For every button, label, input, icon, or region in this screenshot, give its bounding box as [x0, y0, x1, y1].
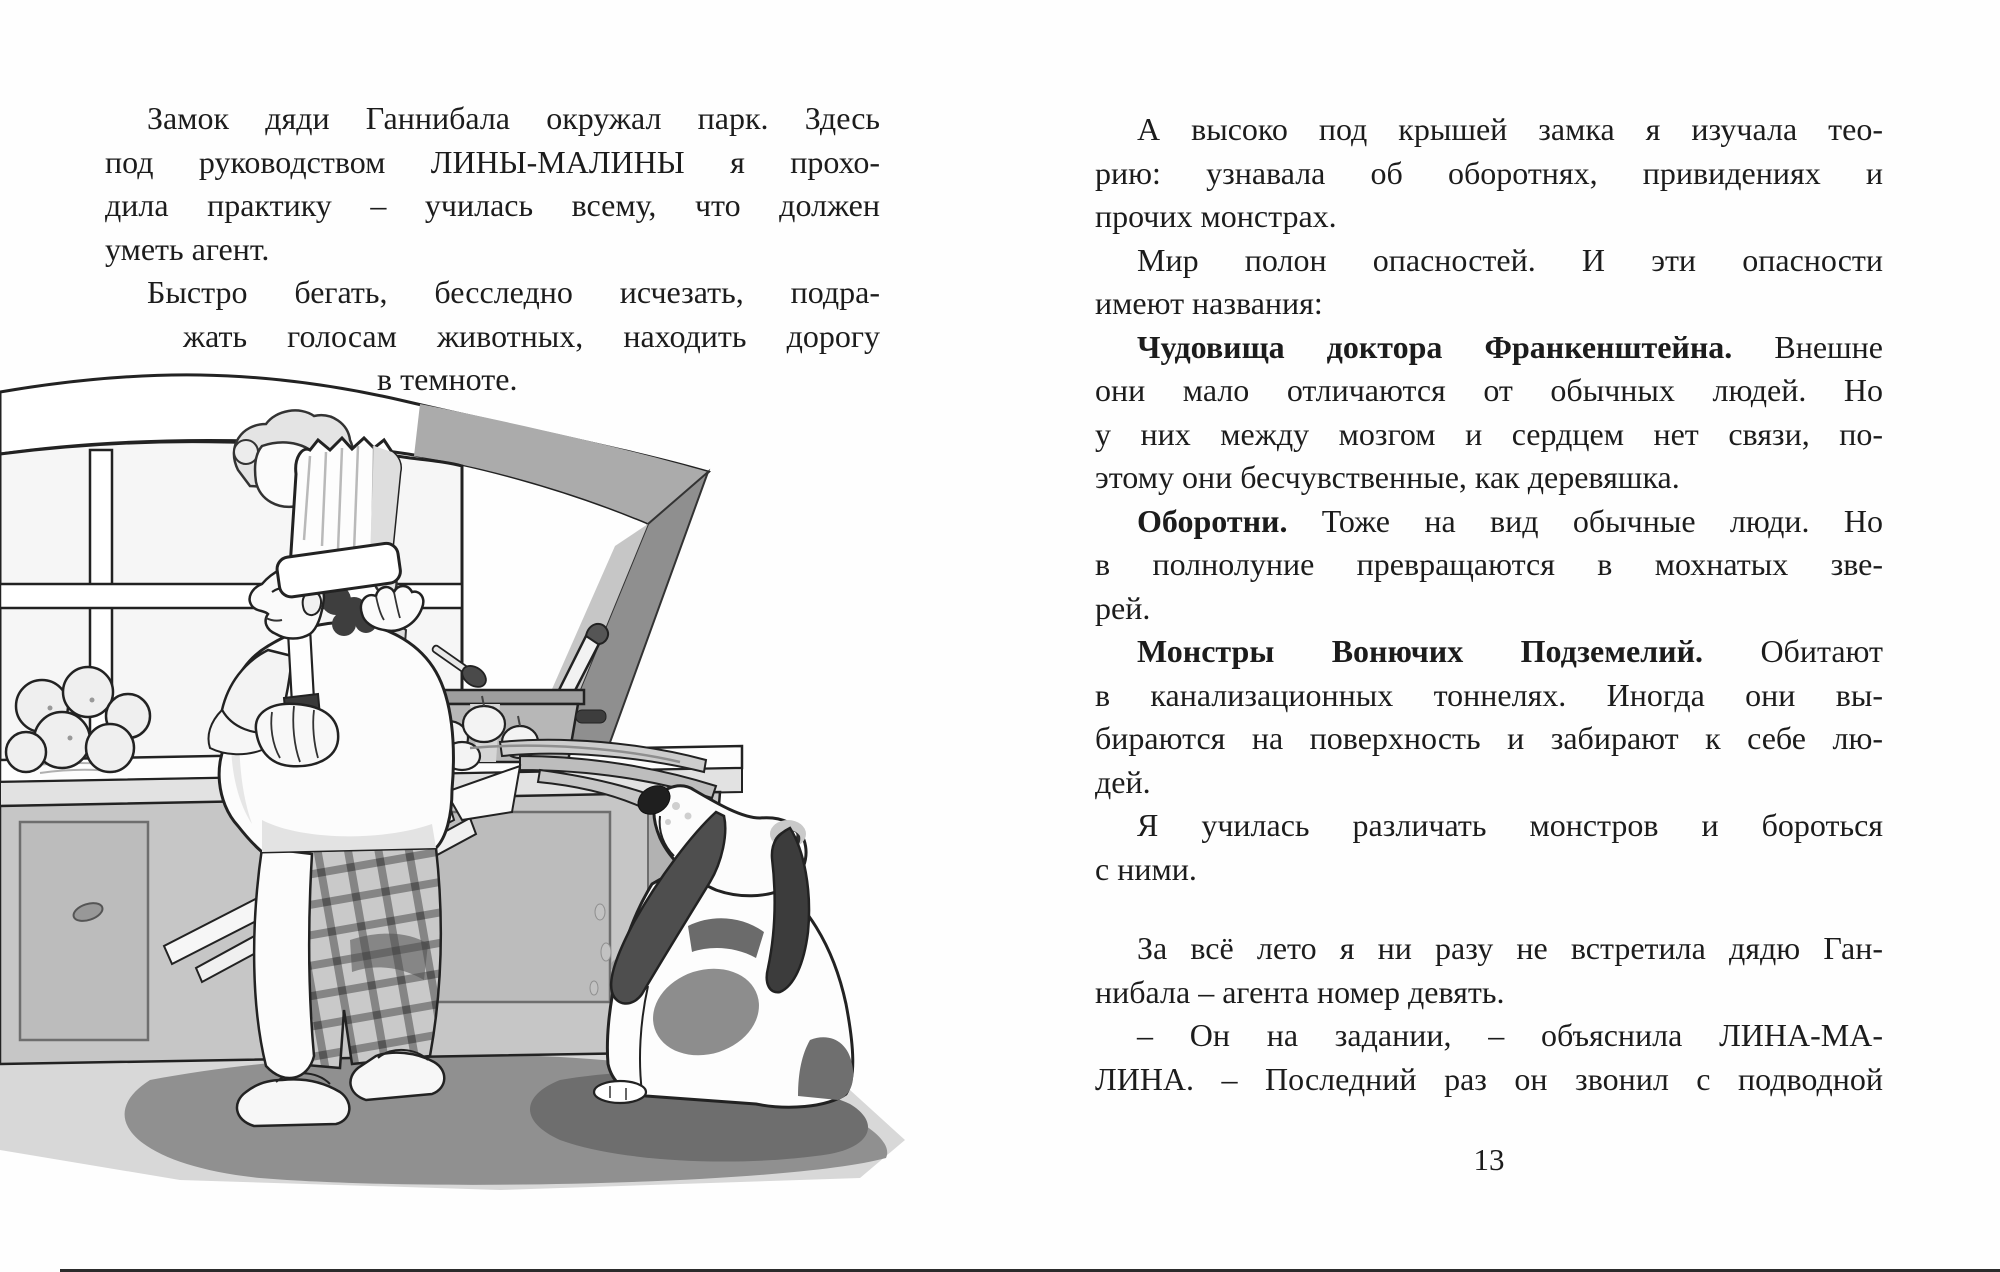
dog-paw — [594, 1081, 646, 1103]
text-line: Быстро бегать, бесследно исчезать, подра- — [147, 274, 880, 310]
apron-skirt — [254, 848, 314, 1078]
bold-run: Оборотни. — [1137, 502, 1288, 539]
text-line: Я училась различать монстров и бороться — [1137, 807, 1883, 843]
text-line: этому они бесчувственные, как деревяшка. — [1095, 459, 1680, 495]
text-line: с ними. — [1095, 850, 1197, 887]
page-number: 13 — [1473, 1142, 1505, 1177]
text-line: – Он на задании, – объяснила ЛИНА-МА- — [1137, 1017, 1883, 1053]
text-line: рей. — [1095, 589, 1151, 626]
text-line: Монстры Вонючих Подземелий. Обитают — [1137, 633, 1884, 669]
pot-handle — [576, 710, 606, 723]
text-line: бираются на поверхность и забирают к себе лю- — [1095, 720, 1883, 756]
text-line: они мало отличаются от обычных людей. Но — [1095, 372, 1883, 408]
kitchen-illustration — [0, 330, 980, 1210]
text-line: имеют названия: — [1095, 285, 1323, 321]
text-line: А высоко под крышей замка я изучала тео- — [1137, 111, 1883, 147]
text-line: рию: узнавала об оборотнях, привидениях и — [1095, 154, 1883, 191]
text-line: прочих монстрах. — [1095, 198, 1337, 234]
bold-run: Чудовища доктора Франкенштейна. — [1137, 328, 1733, 365]
text-line: За всё лето я ни разу не встретила дядю Ган- — [1137, 930, 1883, 966]
text-line: Чудовища доктора Франкенштейна. Внешне — [1137, 328, 1883, 365]
text-line: дила практику – училась всему, что должен — [105, 187, 880, 223]
text-line: в темноте. — [377, 361, 518, 397]
pot-rim — [426, 690, 584, 704]
bold-run: Монстры Вонючих Подземелий. — [1137, 633, 1704, 669]
text-line: ЛИНА. – Последний раз он звонил с подводной — [1095, 1060, 1883, 1097]
chef-fist — [256, 704, 338, 767]
text-line: Замок дяди Ганнибала окружал парк. Здесь — [147, 100, 880, 136]
text-line: нибала – агента номер девять. — [1095, 973, 1505, 1010]
text-line: Оборотни. Тоже на вид обычные люди. Но — [1137, 502, 1883, 539]
text-line: Мир полон опасностей. И эти опасности — [1137, 241, 1883, 278]
text-line: жать голосам животных, находить дорогу — [183, 317, 880, 354]
cabinet-door — [20, 822, 148, 1040]
text-line: в канализационных тоннелях. Иногда они вы- — [1095, 676, 1883, 713]
text-line: дей. — [1095, 763, 1151, 800]
right-page-text — [1095, 108, 1883, 1101]
text-line: в полнолуние превращаются в мохнатых зве- — [1095, 546, 1883, 582]
text-line: уметь агент. — [105, 230, 270, 267]
text-line: у них между мозгом и сердцем нет связи, по- — [1095, 415, 1883, 452]
text-line: под руководством ЛИНЫ-МАЛИНЫ я прохо- — [105, 143, 880, 180]
